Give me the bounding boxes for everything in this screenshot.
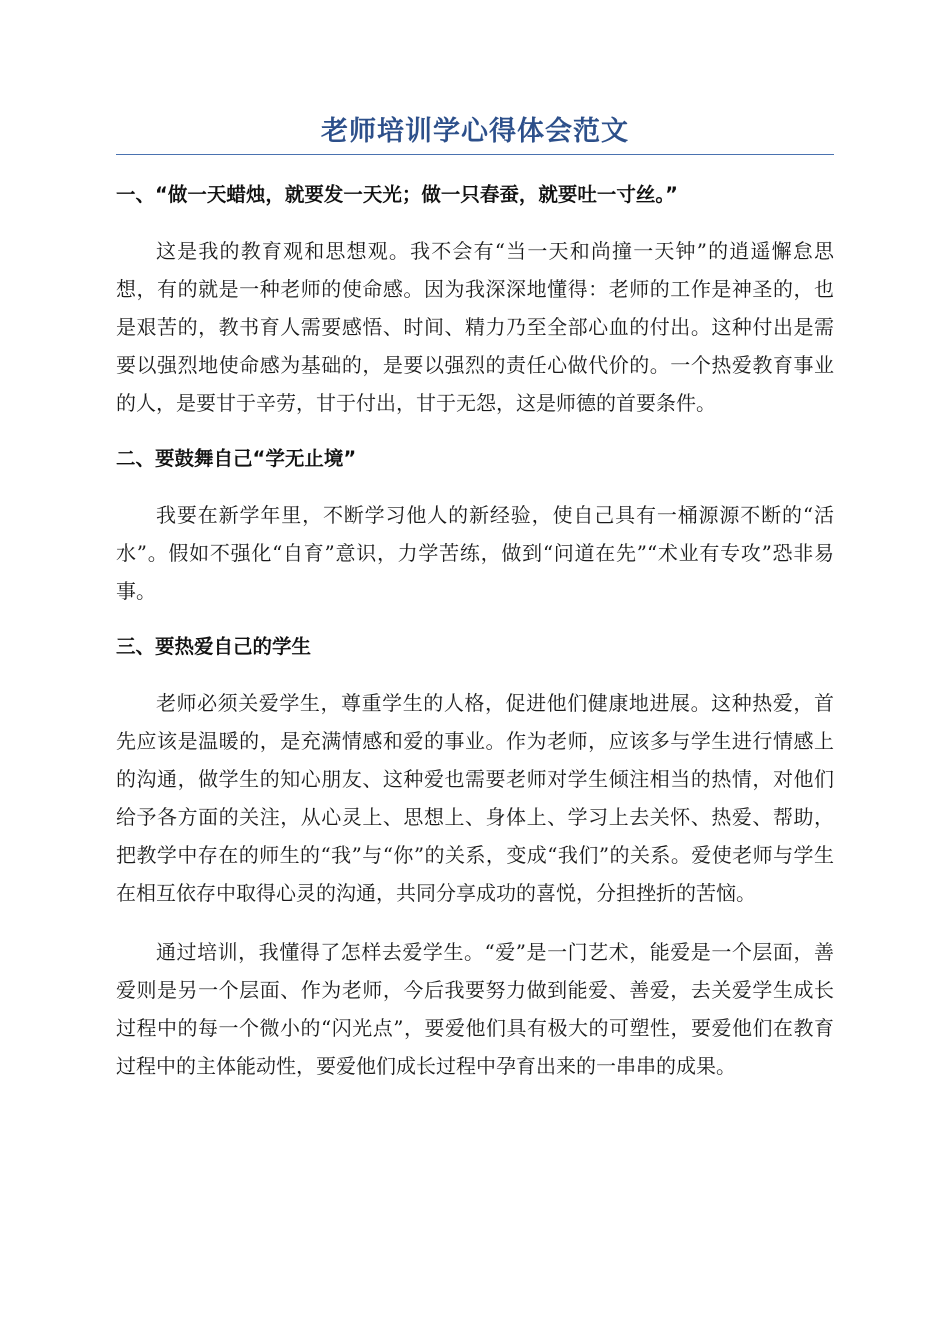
section-heading-1: 一、“做一天蜡烛，就要发一天光；做一只春蚕，就要吐一寸丝。” xyxy=(116,183,678,206)
section-heading-3: 三、要热爱自己的学生 xyxy=(116,635,312,658)
section-3-paragraph-2: 通过培训，我懂得了怎样去爱学生。“爱”是一门艺术，能爱是一个层面，善爱则是另一个层面、作为老师，今后我要努力做到能爱、善爱，去关爱学生成长过程中的每一个微小的“闪光点”，要爱他们具有极大的可塑性，要爱他们在教育过程中的主体能动性，要爱他们成长过程中孕育出来的一串串的成果。 xyxy=(116,940,834,1078)
document-page xyxy=(116,112,834,1085)
section-heading-2: 二、要鼓舞自己“学无止境” xyxy=(116,447,357,470)
section-3-paragraph-1: 老师必须关爱学生，尊重学生的人格，促进他们健康地进展。这种热爱，首先应该是温暖的，是充满情感和爱的事业。作为老师，应该多与学生进行情感上的沟通，做学生的知心朋友、这种爱也需要老师对学生倾注相当的热情，对他们给予各方面的关注，从心灵上、思想上、身体上、学习上去关怀、热爱、帮助，把教学中存在的师生的“我”与“你”的关系，变成“我们”的关系。爱使老师与学生在相互依存中取得心灵的沟通，共同分享成功的喜悦，分担挫折的苦恼。 xyxy=(116,691,834,905)
section-1-paragraph-1: 这是我的教育观和思想观。我不会有“当一天和尚撞一天钟”的逍遥懈怠思想，有的就是一种老师的使命感。因为我深深地懂得：老师的工作是神圣的，也是艰苦的，教书育人需要感悟、时间、精力乃至全部心血的付出。这种付出是需要以强烈地使命感为基础的，是要以强烈的责任心做代价的。一个热爱教育事业的人，是要甘于辛劳，甘于付出，甘于无怨，这是师德的首要条件。 xyxy=(116,239,834,415)
section-2-paragraph-1: 我要在新学年里，不断学习他人的新经验，使自己具有一桶源源不断的“活水”。假如不强化“自育”意识，力学苦练，做到“问道在先”“术业有专攻”恐非易事。 xyxy=(116,503,834,603)
document-title: 老师培训学心得体会范文 xyxy=(116,112,834,155)
